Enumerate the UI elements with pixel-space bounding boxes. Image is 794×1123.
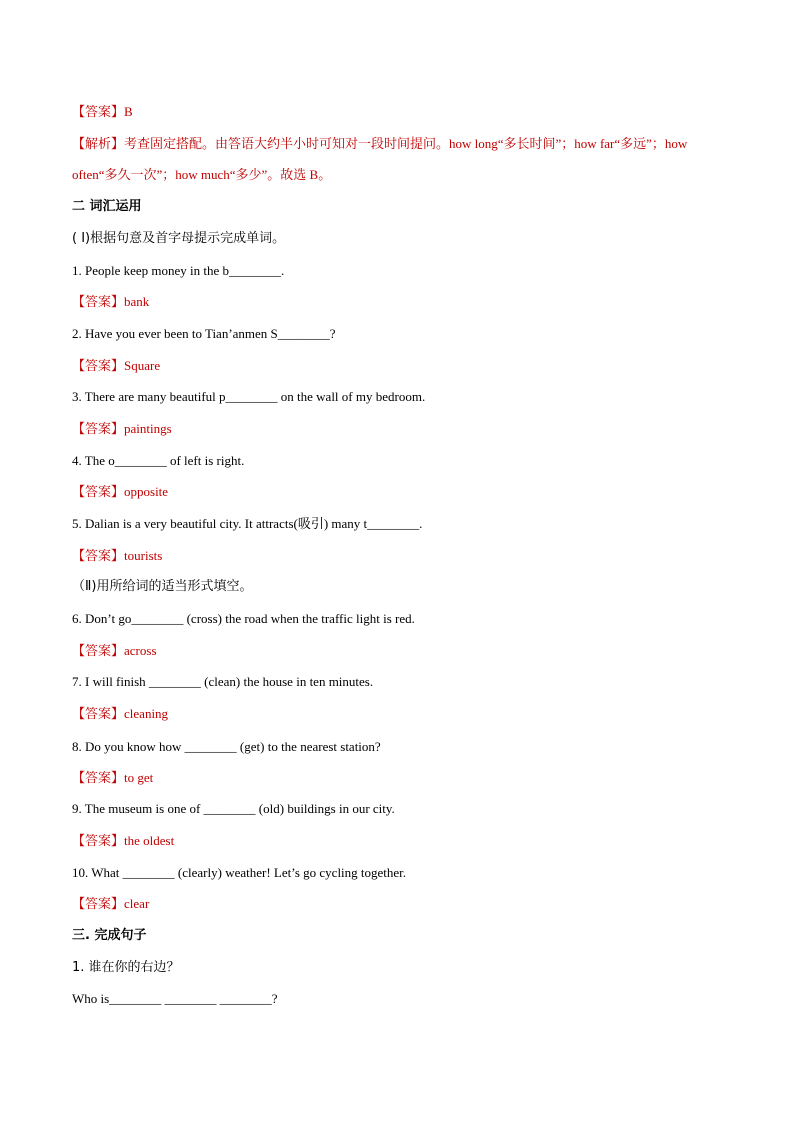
prev-analysis-line2	[72, 166, 331, 184]
section-2-title: 二 词汇运用	[72, 199, 142, 214]
answer-1	[72, 293, 149, 312]
answer-value: bank	[124, 294, 150, 309]
question-9: 9. The museum is one of ________ (old) buildings in our city.	[72, 801, 395, 816]
answer-10	[72, 895, 149, 914]
answer-value: Square	[124, 358, 161, 373]
answer-4	[72, 483, 168, 502]
analysis-label: 【解析】	[72, 137, 125, 152]
answer-value: tourists	[124, 548, 163, 563]
answer-label: 【答案】	[72, 771, 125, 786]
question-5: 5. Dalian is a very beautiful city. It attracts(吸引) many t________.	[72, 516, 423, 531]
question-6: 6. Don’t go________ (cross) the road when the traffic light is red.	[72, 611, 415, 626]
answer-value: clear	[124, 896, 150, 911]
answer-value: B	[124, 104, 133, 119]
answer-value: opposite	[124, 484, 169, 499]
answer-value: cleaning	[124, 706, 169, 721]
section-3-title: 三. 完成句子	[72, 928, 147, 943]
answer-label: 【答案】	[72, 422, 125, 437]
question-7: 7. I will finish ________ (clean) the house in ten minutes.	[72, 674, 374, 689]
analysis-text-1: 考查固定搭配。由答语大约半小时可知对一段时间提问。how long“多长时间”；how far“多远”；how	[124, 136, 688, 151]
prev-analysis-line1	[72, 135, 687, 154]
answer-label: 【答案】	[72, 485, 125, 500]
answer-3	[72, 420, 172, 439]
answer-label: 【答案】	[72, 549, 125, 564]
answer-value: to get	[124, 770, 154, 785]
answer-label: 【答案】	[72, 897, 125, 912]
question-10: 10. What ________ (clearly) weather! Let’s go cycling together.	[72, 865, 407, 880]
answer-label: 【答案】	[72, 834, 125, 849]
section-3-question-1-cn: 1. 谁在你的右边？	[72, 960, 180, 975]
question-4: 4. The o________ of left is right.	[72, 453, 245, 468]
answer-label: 【答案】	[72, 295, 125, 310]
answer-label: 【答案】	[72, 644, 125, 659]
question-3: 3. There are many beautiful p________ on the wall of my bedroom.	[72, 389, 426, 404]
answer-2	[72, 357, 160, 376]
answer-value: across	[124, 643, 157, 658]
answer-value: the oldest	[124, 833, 175, 848]
question-2: 2. Have you ever been to Tian’anmen S________?	[72, 326, 336, 341]
answer-value: paintings	[124, 421, 172, 436]
answer-5	[72, 547, 162, 566]
answer-label: 【答案】	[72, 707, 125, 722]
answer-label: 【答案】	[72, 105, 125, 120]
answer-label: 【答案】	[72, 359, 125, 374]
prev-answer	[72, 103, 133, 122]
question-1: 1. People keep money in the b________.	[72, 263, 285, 278]
section-3-question-1-en: Who is________ ________ ________?	[72, 991, 278, 1006]
answer-9	[72, 832, 174, 851]
analysis-text-2: often“多久一次”；how much“多少”。故选 B。	[72, 167, 332, 182]
question-8: 8. Do you know how ________ (get) to the nearest station?	[72, 739, 381, 754]
part-1-instruction: ( Ⅰ)根据句意及首字母提示完成单词。	[72, 231, 286, 246]
part-2-instruction: （Ⅱ)用所给词的适当形式填空。	[72, 579, 253, 594]
answer-8	[72, 769, 153, 788]
answer-7	[72, 705, 168, 724]
answer-6	[72, 642, 157, 661]
